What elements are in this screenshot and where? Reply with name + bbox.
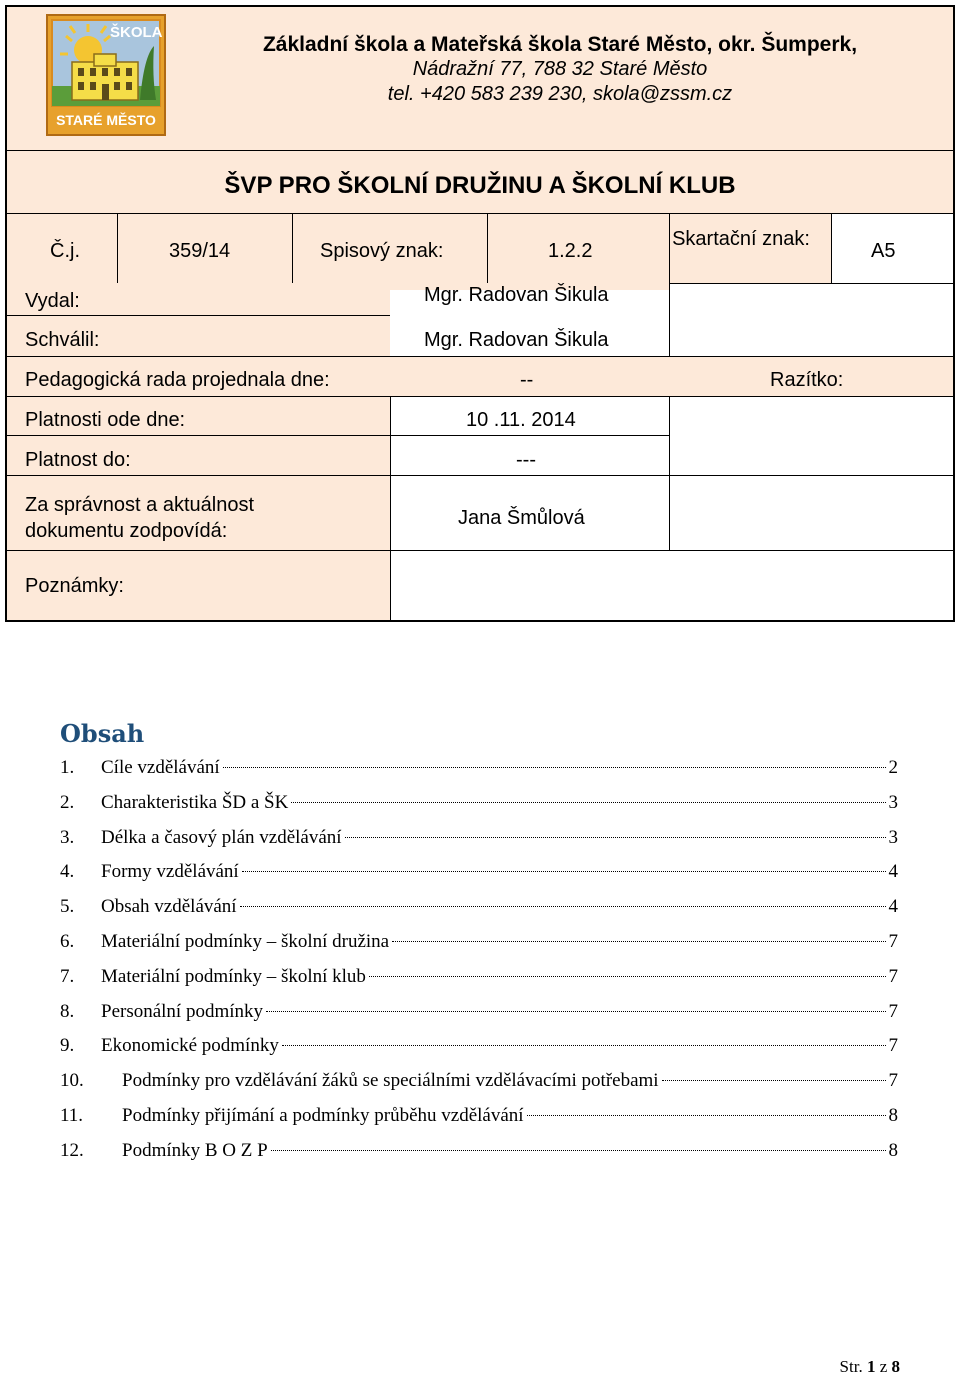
toc-item-title: Délka a časový plán vzdělávání bbox=[101, 826, 342, 848]
toc-item-title: Formy vzdělávání bbox=[101, 861, 239, 883]
toc-item-title: Obsah vzdělávání bbox=[101, 896, 237, 918]
toc-item-leader bbox=[662, 1080, 886, 1081]
toc-item-number: 1. bbox=[60, 757, 75, 778]
toc-item-title: Materiální podmínky – školní družina bbox=[101, 931, 390, 952]
toc-item[interactable] bbox=[60, 857, 898, 887]
toc-item[interactable] bbox=[60, 788, 898, 818]
toc-item-page: 8 bbox=[888, 1139, 898, 1161]
poznamky-label: Poznámky: bbox=[25, 575, 124, 597]
schvalil-value: Mgr. Radovan Šikula bbox=[424, 329, 609, 351]
toc-item-leader bbox=[282, 1045, 886, 1046]
toc-item-page: 8 bbox=[888, 1105, 898, 1126]
toc-item-leader bbox=[223, 767, 886, 768]
toc-item-number: 5. bbox=[60, 896, 75, 918]
toc-item-page: 3 bbox=[888, 826, 898, 848]
toc-item-leader bbox=[291, 802, 885, 803]
toc-item-leader bbox=[527, 1115, 886, 1116]
toc-item-page: 4 bbox=[888, 861, 898, 883]
toc-item-page: 7 bbox=[888, 1000, 898, 1022]
toc-item-title: Charakteristika ŠD a ŠK bbox=[101, 791, 289, 813]
platnost-do-value: --- bbox=[516, 449, 536, 471]
toc-item[interactable] bbox=[60, 962, 898, 992]
skartacni-value: A5 bbox=[871, 240, 896, 262]
platnost-do-label: Platnost do: bbox=[25, 449, 131, 471]
school-contact: tel. +420 583 239 230, skola@zssm.cz bbox=[387, 83, 733, 105]
toc-item[interactable] bbox=[60, 1101, 898, 1131]
toc-item[interactable] bbox=[60, 823, 898, 853]
logo-top-text: ŠKOLA bbox=[110, 24, 163, 41]
footer-page: 1 bbox=[866, 1357, 876, 1376]
toc-item[interactable] bbox=[60, 892, 898, 922]
toc-item-number: 9. bbox=[60, 1035, 75, 1057]
toc-item-title: Podmínky B O Z P bbox=[122, 1139, 268, 1161]
toc-item-leader bbox=[266, 1011, 885, 1012]
zodpovida-value: Jana Šmůlová bbox=[458, 507, 585, 529]
footer-total: 8 bbox=[891, 1357, 900, 1376]
cj-value: 359/14 bbox=[169, 240, 231, 262]
toc-item-number: 7. bbox=[60, 965, 75, 987]
toc-item-title: Personální podmínky bbox=[101, 1000, 264, 1022]
toc-item-page: 7 bbox=[888, 1035, 898, 1057]
school-address: Nádražní 77, 788 32 Staré Město bbox=[412, 58, 708, 80]
toc-item-number: 3. bbox=[60, 826, 75, 848]
toc-item-leader bbox=[392, 941, 885, 942]
toc-item-title: Podmínky přijímání a podmínky průběhu vzdělávání bbox=[122, 1105, 524, 1126]
toc-item-title: Materiální podmínky – školní klub bbox=[101, 965, 366, 987]
toc-item-title: Ekonomické podmínky bbox=[101, 1035, 279, 1057]
toc-item-leader bbox=[271, 1150, 886, 1151]
toc-item-leader bbox=[369, 976, 886, 977]
toc-item-page: 4 bbox=[888, 896, 898, 918]
spisovy-value: 1.2.2 bbox=[548, 240, 593, 262]
logo-bottom-text: STARÉ MĚSTO bbox=[56, 112, 156, 128]
toc-item-page: 3 bbox=[888, 791, 898, 813]
rada-label: Pedagogická rada projednala dne: bbox=[25, 369, 330, 391]
cj-label: Č.j. bbox=[50, 240, 80, 262]
zodpovida-label-line2: dokumentu zodpovídá: bbox=[25, 520, 228, 542]
toc-item-number: 10. bbox=[60, 1070, 84, 1092]
toc-item[interactable] bbox=[60, 927, 898, 957]
toc-item-number: 6. bbox=[60, 931, 75, 952]
footer-prefix: Str. bbox=[839, 1357, 863, 1376]
toc-item-leader bbox=[345, 837, 886, 838]
footer-separator: z bbox=[879, 1357, 888, 1376]
toc-item-number: 8. bbox=[60, 1000, 75, 1022]
toc-item-page: 7 bbox=[888, 965, 898, 987]
toc-heading: Obsah bbox=[60, 719, 145, 748]
toc-item[interactable] bbox=[60, 753, 898, 783]
platnost-od-value: 10 .11. 2014 bbox=[466, 409, 576, 431]
toc-item-number: 2. bbox=[60, 791, 75, 813]
toc-item-title: Cíle vzdělávání bbox=[101, 757, 220, 778]
zodpovida-label-line1: Za správnost a aktuálnost bbox=[25, 494, 255, 516]
toc-item-leader bbox=[240, 906, 886, 907]
platnost-od-label: Platnosti ode dne: bbox=[25, 409, 186, 431]
document-title: ŠVP PRO ŠKOLNÍ DRUŽINU A ŠKOLNÍ KLUB bbox=[224, 172, 736, 199]
toc-item-number: 11. bbox=[60, 1105, 84, 1126]
toc-item[interactable] bbox=[60, 1136, 898, 1166]
rada-value: -- bbox=[520, 369, 534, 391]
school-logo bbox=[46, 14, 166, 136]
toc-item-number: 12. bbox=[60, 1139, 84, 1161]
schvalil-label: Schválil: bbox=[25, 329, 100, 351]
vydal-value: Mgr. Radovan Šikula bbox=[424, 284, 609, 306]
vydal-label: Vydal: bbox=[25, 290, 80, 312]
toc-item-title: Podmínky pro vzdělávání žáků se speciálními vzdělávacími potřebami bbox=[122, 1070, 659, 1092]
toc-item-page: 7 bbox=[888, 931, 898, 952]
toc-item[interactable] bbox=[60, 1031, 898, 1061]
spisovy-label: Spisový znak: bbox=[320, 240, 444, 262]
razitko-label: Razítko: bbox=[770, 369, 844, 391]
toc-item-number: 4. bbox=[60, 861, 75, 883]
toc-item-page: 7 bbox=[888, 1070, 898, 1092]
school-name: Základní škola a Mateřská škola Staré Město, okr. Šumperk, bbox=[262, 33, 858, 56]
toc-item[interactable] bbox=[60, 1066, 898, 1096]
skartacni-label: Skartační znak: bbox=[672, 228, 810, 250]
toc-item-page: 2 bbox=[888, 757, 898, 778]
toc-item-leader bbox=[242, 871, 886, 872]
toc-item[interactable] bbox=[60, 997, 898, 1027]
